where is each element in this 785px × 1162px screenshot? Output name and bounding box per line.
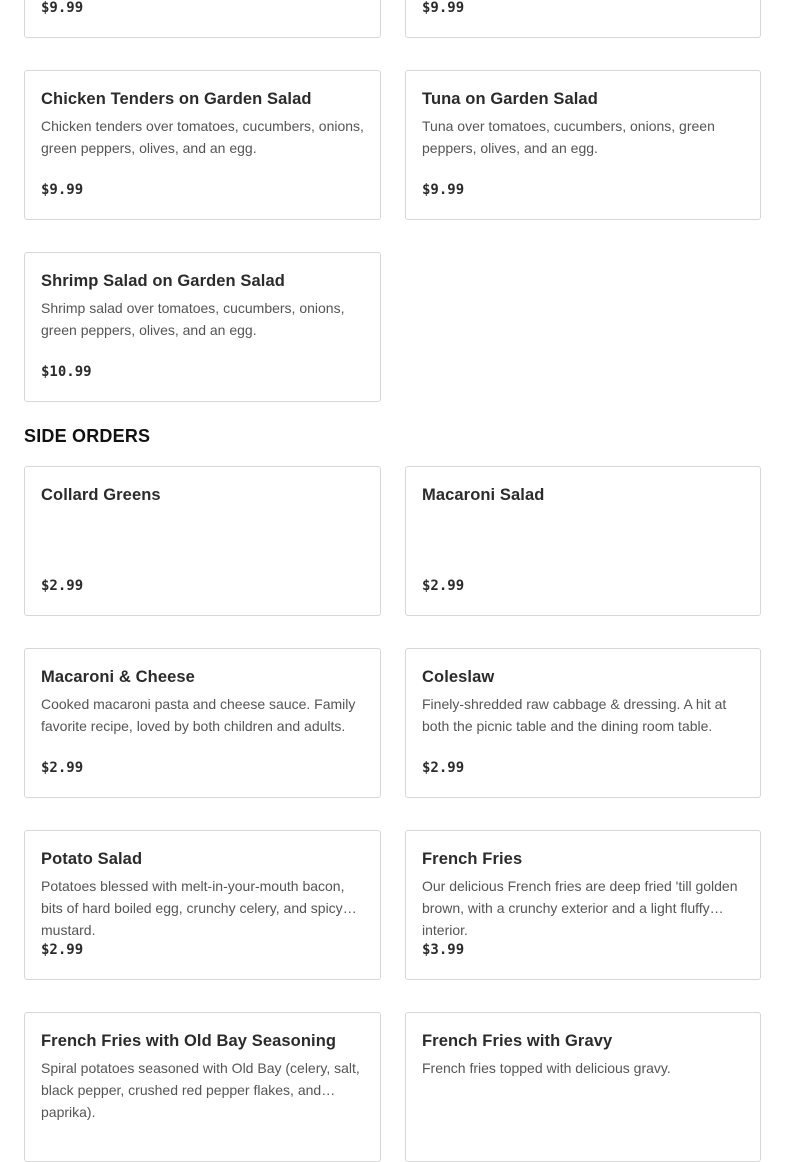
item-description: Chicken tenders over tomatoes, cucumbers, onions, green peppers, olives, and an egg. — [41, 118, 364, 156]
item-price: $2.99 — [41, 578, 84, 594]
item-price: $9.99 — [422, 0, 465, 16]
item-name: French Fries with Gravy — [422, 1032, 613, 1050]
item-price: $9.99 — [422, 182, 465, 198]
item-description: Our delicious French fries are deep fried 'till golden brown, with a crunchy exterior and a light fluffy interior. — [422, 878, 738, 938]
item-description: French fries topped with delicious gravy. — [422, 1060, 671, 1076]
item-name: French Fries with Old Bay Seasoning — [41, 1032, 337, 1050]
menu-item-card[interactable] — [24, 1012, 381, 1162]
menu-item-card[interactable] — [24, 466, 381, 616]
item-price: $3.99 — [422, 942, 465, 958]
item-price: $2.99 — [41, 760, 84, 776]
item-name: Tuna on Garden Salad — [422, 90, 598, 108]
item-description: Shrimp salad over tomatoes, cucumbers, onions, green peppers, olives, and an egg. — [41, 300, 345, 338]
menu-item-card[interactable] — [405, 70, 761, 220]
item-name: Macaroni Salad — [422, 486, 545, 504]
menu-item-card[interactable] — [24, 830, 381, 980]
menu-item-card[interactable] — [405, 0, 761, 38]
item-price: $9.99 — [41, 0, 84, 16]
menu-item-card[interactable] — [24, 70, 381, 220]
section-heading-side-orders: SIDE ORDERS — [24, 426, 151, 446]
menu-item-card[interactable] — [405, 830, 761, 980]
item-name: Macaroni & Cheese — [41, 668, 195, 686]
item-description: Potatoes blessed with melt-in-your-mouth bacon, bits of hard boiled egg, crunchy celery, and spicy mustard. — [41, 878, 345, 938]
item-description: Cooked macaroni pasta and cheese sauce. Family favorite recipe, loved by both children and adults. — [41, 696, 356, 734]
item-price: $2.99 — [422, 578, 465, 594]
item-name: French Fries — [422, 850, 523, 868]
item-description: Tuna over tomatoes, cucumbers, onions, green peppers, olives, and an egg. — [422, 118, 715, 156]
item-price: $2.99 — [41, 942, 84, 958]
item-price: $9.99 — [41, 182, 84, 198]
item-description: Finely-shredded raw cabbage & dressing. A hit at both the picnic table and the dining room table. — [422, 696, 727, 734]
menu-item-card[interactable] — [24, 252, 381, 402]
item-name: Collard Greens — [41, 486, 161, 504]
menu-item-card[interactable] — [405, 648, 761, 798]
menu-item-card[interactable] — [405, 1012, 761, 1162]
menu-item-card[interactable] — [24, 0, 381, 38]
item-name: Potato Salad — [41, 850, 143, 868]
item-description: Spiral potatoes seasoned with Old Bay (celery, salt, black pepper, crushed red pepper flakes, and paprika). — [41, 1060, 360, 1120]
item-name: Shrimp Salad on Garden Salad — [41, 272, 285, 290]
item-name: Chicken Tenders on Garden Salad — [41, 90, 312, 108]
item-price: $10.99 — [41, 364, 92, 380]
item-price: $2.99 — [422, 760, 465, 776]
menu-item-card[interactable] — [405, 466, 761, 616]
menu-item-card[interactable] — [24, 648, 381, 798]
item-name: Coleslaw — [422, 668, 495, 686]
